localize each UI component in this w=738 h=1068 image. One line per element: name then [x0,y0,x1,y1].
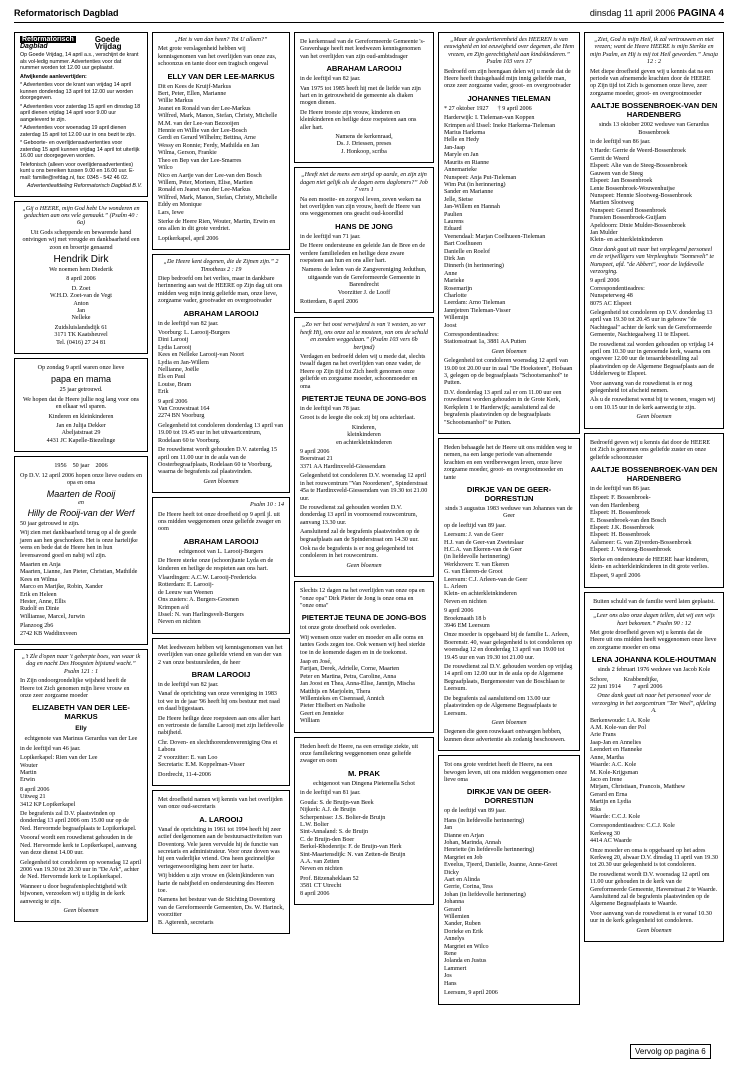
obituary-intro: Met droefheid namen wij kennis van het overlijden van onze oud-secretaris [158,796,283,811]
deceased-age: in de leeftijd van 86 jaar. [590,139,651,146]
column-3 [294,32,434,1062]
obituary-text: Groot is de leegte die ook zij bij ons achterlaat. [300,415,416,422]
page-number: 4 [718,8,724,19]
deceased-age: in de leeftijd van 71 jaar. [300,233,361,240]
obituary-text: Sterke de Heere Rien, Wouter, Martin, Erwin en ons allen in dit grote verdriet. [158,218,276,233]
and-word: en [78,500,84,507]
funeral-info: De rouwdienst zal gehouden worden D.V. donderdag 13 april in voornoemd rouwcentrum, aanvang 13.30 uur. [300,504,418,526]
notice-title: Goede Vrijdag [94,35,122,51]
announcement-text: Uit Gods scheppende en bewarende hand ontvingen wij met vreugde en dankbaarheid een zoon en broertje genaamd [22,229,140,251]
obituary-quote: „'t Zle d'open naar 't geberpte boes, van waar ik dag en nacht Des Hoogsten bijstand wacht.” Psalm 121 : 1 [21,653,141,675]
obituary-elly-siblings [152,32,290,250]
signatories: Chr. Doven- en slechthorendenvereniging Ons et Labora 2' voorzitter: E. van Loo Secretaris: E.M. Koppelman-Visser [158,739,278,769]
obituary-intro: Verdagen en bedroefd delen wij u mede dat, slechts twaalf dagen na het overlijden van onze vader, de Heere op Zijn tijd tot Zich heeft genomen onze geliefde en zorgzame moeder, schoonmoeder en oma [300,354,426,390]
deceased-age: in de leeftijd van 82 jaar. [158,320,219,327]
obituary-intro: Met leedwezen hebben wij kennisgenomen van het overlijden van onze geliefde vriend en van der van 2 van onze bestuursleden, de heer [158,644,283,666]
obituary-address: 9 april 2006 Boerstraat 21 3371 AA Hardinxveld-Giessendam [300,449,386,470]
no-flowers: Geen bloemen [636,414,672,421]
no-flowers: Geen bloemen [491,719,527,726]
funeral-info: De begrafenis zal aansluitend om 13.00 uur plaatsvinden op de Algemene Begraafplaats te Leersum. [444,695,557,717]
funeral-info: De rouwdienst wordt gehouden D.V. zaterdag 15 april om 11.00 uur in de aula van de Oosterbegraafplaats, Rodelaan 60 te Voorburg, waarna de begrafenis zal plaatsvinden. [158,447,278,476]
anniversary-years: 25 jaar getrouwd. [59,387,103,394]
column-5 [584,32,724,1062]
birth-date: 8 april 2006 [66,276,96,283]
obituary-intro: Bedroefd om zijn heengaan delen wij u mede dat de Heere heeft thuisgehaald mijn innig geliefde man, onze zeer zorgzame vader, groot- en overgrootvader [444,68,571,90]
mourners: Elspeet: F. Bossenbroek- van den Hardenberg Elspeet: H. Bossenbroek E. Bossenbroek-van den Bosch Elspeet: J.K. Bossenbroek Elspeet: H. Bossenbroek Aalsmeer: G. van Zijverden-Bossenbroek Elspeet: J. Versteeg-Bossenbroek [590,495,692,554]
notice-intro: Op Goede Vrijdag, 14 april a.s., verschijnt de krant als vol-ledig nummer. Advertenties voor dat nummer worden tot 12.00 uur geplaatst. [20,52,139,71]
obituary-date: Lopikerkapel, april 2006 [158,235,219,242]
obituary-text: tot onze grote droefheid ook overleden. [300,625,397,632]
obituary-text: Sterke en ondersteune de HEERE haar kinderen, klein- en achterkleinkinderen in dit grote verlies. [590,556,709,570]
page-label: PAGINA [677,8,716,19]
obituary-elly-family [14,649,148,922]
deceased-age: in de leeftijd van 82 jaar. [158,682,219,689]
obituary-date: Rotterdam, 8 april 2006 [300,298,359,305]
notice-subtitle: Afwijkende aanlevertijden: [20,73,87,80]
page-header [14,6,724,23]
deceased-name: LENA JOHANNA KOLE-HOUTMAN [591,655,717,665]
obituary-text: Vanaf de oprichting in 1961 tot 1994 heeft hij zeer actief deelgenomen aan de bestuursactiviteiten van Doventorg. Vele jaren vervulde hij de functie van secretaris en administrateur. Voor onze doven was hij een vaderlijke vriend. Ons heen gezinnelijke vertegenwoordiging hem zeer ter harte. [158,826,283,870]
continued-notice[interactable] [630,1044,711,1059]
deceased-name: PIETERTJE TEUNA DE JONG-BOS [301,394,427,404]
deceased-name: ELIZABETH VAN DER LEE-MARKUS [32,703,130,722]
funeral-info: De rouwdienst wordt D.V. woensdag 12 april om 11.00 uur gehouden in de kerk van de Gereformeerde Gemeente, Havenstraat 2 te Waarde. Aansluitend zal de begrafenis plaatsvinden op de Algemene Begraafplaats te Waarde. [590,871,718,908]
mourners: Dit en Kees de Kruijf-Markus Bert, Peter, Ellen, Marianne Willie Markus Jeanet en Ronald van der Lee-Markus Wilfred, Mark, Manon, Stefan, Christy, Michelle M.M. van der Lee-van Bezooijen Hennie en Willie van der Lee-Bosch Gerdi en Gerard Wilhelm; Bettina, Arne Wessy en Ronnie; Ferdy, Mathilda en Jan Wilma, Gerson, Frankie Theo en Bep van der Lee-Smarres Wilco Nico en Aartje van der Lee-van den Bosch Willem, Peter, Morteen, Elise, Martien Ronald en Jeanet van der Lee-Markus Wilfred, Mark, Manon, Stefan, Christy, Michelle Eddy en Monique Lars, Iewe [158,83,278,216]
column-1 [14,32,148,1062]
holiday-notice-ad [14,32,148,197]
obituary-quote: „De Heere kent degenen, die de Zijnen zijn.” 2 Timotheus 2 : 19 [163,259,279,273]
obituary-address: Prof. Bitzenaheklaan 52 3581 CT Utrecht 8 april 2006 [300,875,359,897]
obituary-intro: Tot ons grote verdriet heeft de Heere, na een bewogen leven, uit ons midden weggenomen onze lieve oma [444,762,568,783]
deceased-spouse: sinds 3 augustus 1983 weduwe van Johannes van de Geer [445,505,573,520]
obituary-address: 9 april 2006 Broekmaath 18 b 3946 EM Leersum [444,608,490,630]
notice-line: * Advertenties voor woensdag 19 april dienen zaterdag 15 april tot 12.00 uur in ons bezit te zijn. [20,125,136,138]
obituary-bossenbroek-family [584,32,724,429]
deceased-name: M. PRAK [347,768,381,778]
mourners: Lopikerkapel: Rien van der Lee Wouter Martin Erwin [20,755,98,784]
condolence-info: Gelegenheid tot condoleren op woensdag 12 april 2006 van 19.30 tot 20.30 uur in "De Ark", achter de Ned. Hervormde kerk te Lopikerkapel. [20,859,142,881]
deceased-spouse: echtgenoot van L. Larooij-Burgers [178,548,264,555]
signatories: Namens de kerkenraad, Ds. J. Driessen, preses J. Honkoop, scriba [335,134,393,155]
obituary-quote: „Maar de goedertierenheid des HEEREN is van eeuwigheid en tot eeuwigheid over degenen, die Hem vrezen, en Zijn gerechtigheid aan kindskinderen.” Psalm 103 vers 17 [444,37,574,66]
notice-footer: Advertentieafdeling Reformatorisch Dagblad B.V. [26,183,142,189]
mourners: Harderwijk: I. Tieleman-van Koppen Krimpen a/d IJssel: Ineke Harkema-Tieleman Marius Harkema Helle en Hedy Jan-Jaap Maryle en Jan Maurits en Rianne Annemarieke Nunspeet: Anja Put-Tieleman Wim Put (in herinnering) Sander en Marianne Jelle, Sietse Jan-Willem en Hannah Paulien Laurens Eduard Veenendaal: Marjan Coelhueen-Tieleman Bart Coelhueen Danielle en Roelof Dirk Jan Dinnerh (in herinnering) Anne Marieke Rosemarijn Charlotte Leerdam: Arno Tieleman Jannjetren Tieleman-Visser Willemijn Joost [444,115,556,329]
obituary-larooij-association [152,638,290,786]
obituary-text: De Heere sterke onze (schoon)tante Lyda en de kinderen en heilige de respieten aan ons hart. [158,558,274,572]
obituary-de-jong-bos-grandchildren [294,581,434,733]
no-flowers: Geen bloemen [63,907,99,914]
obituary-intro: De kerkenraad van de Gereformeerde Gemeente 's-Gravenhage heeft met leedwezen kennisgenomen van het overlijden van zijn oud-ambtsdrager [300,39,425,60]
announcement-quote: „Gij o HEERE, mijn God hebt Uw wonderen en gedachten aan ons vele gemaakt.” (Psalm 40 : 6a) [22,205,140,227]
deceased-age: in de leeftijd van 86 jaar. [590,485,651,492]
funeral-info: Aansluitend zal de begrafenis plaatsvinden op de begraafplaats aan de Spinderstraat om 14.30 uur. [300,529,420,543]
column-4 [438,32,580,1062]
obituary-intro: Met grote verslagenheid hebben wij kennisgenomen van het overlijden van onze zus, schoonzus en tante door een tragisch ongeval [158,46,277,68]
obituary-kole [584,592,724,942]
obituary-quote: „Het is van dan heen? Tot U alleen?” [174,37,268,43]
obituary-bossenbroek-siblings [584,433,724,588]
deceased-name: A. LAROOIJ [199,814,243,824]
obituary-intro: De Heere heeft tot onze droefheid op 9 april jl. uit ons midden weggenomen onze geliefde zwager en oom [158,511,281,533]
wedding-intro: Op D.V. 12 april 2006 hopen onze lieve ouders en opa en oma [20,472,142,487]
family-names: D. Zoet W.H.D. Zoet-van de Vegt Anton Jan Nelleke [50,285,112,322]
deceased-age: op de leeftijd van 89 jaar. [444,808,506,815]
obituary-text: Vanaf de oprichting van onze vereniging in 1983 tot we in de jaar '96 heeft hij ons bestuur met raad en daad bijgestaan. [158,691,280,713]
wedding-text: Wij zien met dankbaarheid terug op al de goede jaren aan hen geschonken. Het is onze hartelijke wens en bede dat de Heere hen in hun levensavond goed en nabij wil zijn. [20,530,138,559]
obituary-quote: Psalm 10 : 14 [249,502,284,509]
page-info [590,8,724,19]
deceased-name: ABRAHAM LAROOIJ [326,64,402,74]
deceased-name: ELLY VAN DER LEE-MARKUS [167,71,275,81]
condolence-info: Gelegenheid tot condoleren woensdag 12 april van 19.00 tot 20.00 uur in zaal "De Hoeksteen", Hofsaan 3, gelegen op de begraafplaats "Schootsmanhof" te Putten. [444,358,573,387]
groom-name: Maarten de Rooij [46,489,116,500]
deceased-age: in de leeftijd van 82 jaar. [300,76,361,83]
funeral-info: De rouwdienst zal worden gehouden op vrijdag 14 april om 10.30 uur in genoemde kerk, waarna om ongeveer 12.00 uur de teraardebestelling zal plaatsvinden op de Algemene Begraafplaats aan de Uddelerweg te Elspeet. [590,341,715,378]
correspondence-address: Correspondentieadres: C.C.J. Kole Kerkweg 30 4414 AC Waarde [590,823,675,845]
deceased-name: JOHANNES TIELEMAN [467,93,551,103]
obituary-intro: Diep bedroefd om het verlies, maar in dankbare herinnering aan wat de HEERE op Zijn dag uit ons midden weg mijn innig geliefde man, onze lieve, zorgzame vader, grootvader en overgrootvader [158,275,283,305]
anniversary-wish: We hopen dat de Heere jullie nog lang voor ons en elkaar wil sparen. [22,396,140,411]
funeral-info: De rouwdienst zal D.V. gehouden worden op vrijdag 14 april om 12.00 uur in de aula op de Algemene Begraafplaats, Burgemeester van de Boschlaan te Leersum. [444,664,573,693]
condolence-info: Gelegenheid tot condoleren op D.V. donderdag 13 april van 19.30 tot 20.45 uur in gebouw "de Nachtegaal" achter de kerk van de Gereformeerde Gemeente, Nachtegaalweg 11 te Elspeet. [590,310,713,339]
birth-announcement [14,201,148,355]
notice-line: * Advertenties voor de krant van vrijdag 14 april kunnen donderdag 13 april tot 12.00 uur worden doorgegeven. [20,82,134,101]
obituary-quote: „Heeft niet de mens een strijd op aarde, en zijn zijn dagen niet gelijk als de dagen eens dagloners?” Job 7 vers 1 [300,172,428,194]
child-name: Hendrik Dirk [53,253,109,265]
obituary-quote: „Leer ons alzo onze dagen tellen, dat wij een wijs hart bekomen.” Psalm 90 : 12 [593,613,715,627]
mourners: Voorburg: L. Larooij-Burgers Dini Larooij Lydia Larooij Kees en Nelleke Larooij-van Noort Lydia en Jan-Willem Nellianne, Joëlle Els en Paul Louise, Bram Erik [158,330,244,396]
deceased-age: in de leeftijd van 81 jaar. [300,790,361,797]
obituary-date: Dordrecht, 11-4-2006 [158,771,211,778]
deceased-spouse: sinds 2 februari 1976 weduwe van Jacob Kole [597,667,711,674]
obituary-intro: Bedroefd geven wij u kennis dat door de HEERE tot Zich is genomen ons geliefde zuster en onze geliefde schoonzuster [590,439,711,461]
obituary-address: 9 april 2006 Van Crouwstraat 164 2274 BN Voorburg [158,398,210,420]
mourners: Hans (in liefdevolle herinnering) Jan Dianne en Arjan Johan, Marinda, Annah Henriette (in liefdevolle herinnering) Margriet en Job Eveelus, Tjeerd, Danielle, Joanne, Anne-Greet Dicky Aart en Alinda Gerrie, Corina, Tess Johan (in liefdevolle herinnering) Johanna Gerard Willemien Xander, Ruben Dorieke en Erik Annelys Margriet en Wilco Rene Jolanda en Justus Lammert Jos Hans [444,817,558,987]
mourners: Leersum: J. van de Geer H.J. van de Geer-van Zweteslaar H.C.A. van Ekeren-van de Geer (in liefdevolle herinnering) Werkhoven: T. van Ekeren G. van Ekeren-de Groot Leersum: C.J. Arleen-van de Geer L. Arleen Klein- en achterkleinkinderen Neven en nichten [444,532,528,605]
deceased-name: PIETERTJE TEUNA DE JONG-BOS [301,613,427,623]
obituary-intro: Heden behaagde het de Heere uit ons midden weg te nemen, na een lange periode van afnemende krachten en een verdbevwegen leven, onze lieve zorgzame moeder, groot- en overgrootmoeder en tante [444,444,573,481]
obituary-van-de-geer-family [438,438,580,751]
wedding-years: 1956 50 jaar 2006 [54,463,108,470]
obituary-intro: Na een moeite- en zorgvol leven, zeven weken na het overlijden van zijn vrouw, heeft de Heere van ons weggenomen ons geacht oud-koordlid [300,196,422,218]
correspondence-address: Correspondentieadres: Stationsstraat 1a, 3881 AA Putten [444,332,527,346]
obituary-text: Wij wensen onze vader en moeder en alle ooms en tantes Gods zegen toe. Ook wensen wij heel sterkte toe in de komende dagen en in de toekomst. [300,634,426,656]
attendance-info: Als u de rouwdienst wenst bij te wonen, vragen wij u om 10.15 uur in de kerk aanwezig te zijn. [590,397,716,411]
no-flowers: Geen bloemen [636,927,672,934]
condolence-info: Onze moeder en oma is opgebaard op het adres Kerkweg 20, alwaar D.V. dinsdag 11 april van 19.30 tot 20.30 uur gelegenheid is tot condoleren. [590,847,718,869]
obituary-intro: Met grote droefheid geven wij u kennis dat de Heere uit ons midden heeft weggenomen onze lieve en zorgzame moeder en oma [590,630,717,651]
deceased-age: op de leeftijd van 89 jaar. [444,522,506,529]
funeral-info: Voooraf wordt een rouwdienst gehouden in de Ned. Hervormde kerk te Lopikerkapel, aanvang van deze dienst 14.00 uur. [20,835,137,857]
column-2 [152,32,290,1062]
thanks-text: Onze dank gaat uit naar het verplegend personeel en de vrijwilligers van Verpleeghuis "Sonnevelt" te Nunspeet, afd. "de Abbert", voor de liefdevolle verzorging. [590,246,714,275]
placement-note: Buiten schuld van de familie werd laten geplaatst. [593,598,715,605]
deceased-name: HANS DE JONG [335,221,393,231]
obituary-de-jong-choir [294,167,434,313]
attendance-info: Wanneer u door begrafenisplechtigheid wilt bijwonen, verzoeken wij u tijdig in de kerk aanwezig te zijn. [20,883,127,905]
deceased-spouse: sinds 13 oktober 2002 weduwe van Gerardus Bossenbroek [598,122,709,136]
obituary-larooij-foundation [152,790,290,934]
wedding-years-text: 50 jaar getrouwd te zijn. [20,520,80,527]
mourners: Jaap en José, Farijan, Derek, Adrielle, Corne, Maarten Peter en Martina, Petra, Caroline, Anna Jan Joost en Thea, Anna-Elise, Jannijn, Mischa Matthijs en Marjolein, Thera Willemiekes en Cisenraad, Annich Pieter Hielbert en Natholie Geert en Jennieke William [300,659,415,725]
anniversary-signature: Kinderen en kleinkinderen [48,413,114,420]
no-flowers: Geen bloemen [346,562,382,569]
thanks-text: Onze dank gaat uit naar het personeel voor de verzorging in het zorgcentrum "Ter Weel", afdeling A. [591,693,717,715]
obituary-text: Wij bidden u zijn vrouw en (klein)kinderen van harte de nabijheid en ondersteuning des Heeren toe. [158,873,275,894]
deceased-name: DIRKJE VAN DE GEER-DORRESTIJN [466,787,552,806]
wedding-address: Planzoog 2b6 2742 KB Waddinxveen [20,623,77,637]
no-flowers: Geen bloemen [491,348,527,355]
obituary-intro: Slechts 12 dagen na het overlijden van onze opa en "onze opa" Dirk Pieter de Jong is onze oma en "onze oma" [300,588,425,609]
obituary-intro: In Zijn ondoorgrondelijke wijsheid heeft de Heere tot Zich genomen mijn lieve vrouw en onze zeer zorgzame moeder [20,678,130,699]
obituary-text: Van 1975 tot 1985 heeft hij met de liefde van zijn hart en in getrouwheid de gemeente als diaken mogen dienen. [300,85,421,107]
signatories: Namens de leden van de Zangvereniging Jeduthun, uitgaande van de Gereformeerde Gemeente in Barendrecht Voorzitter J. de Looff [301,267,427,296]
obituary-quote: „Ziet, God is mijn Heil, ik zal vertrouwen en niet vrezen; want de Heere HEERE is mijn Sterkte en mijn Psalm, en Hij is mij tot Heil geworden.” Jesaja 12 : 2 [590,37,718,66]
bride-name: Hilly de Rooij-van der Werf [27,507,135,518]
child-nickname: We noemen hem Diederik [49,266,113,273]
wedding-kids: Maarten en Anja Maarten, Lianne, Jan Pieter, Christian, Mathilde Kees en Wilma Marco en Marijke, Robin, Xander Erik en Heleen Hester, Anne, Ellis Rudolf en Dinie Williamse, Marcel, Jurwin [20,561,138,620]
deceased-spouse: echtgenoot van Dingena Pietemella Schot [313,780,415,787]
obituary-larooij-church [294,32,434,163]
deceased-name: BRAM LAROOIJ [191,670,251,680]
deceased-age: in de leeftijd van 46 jaar. [20,745,81,752]
mourners: Berkenwoude: I.A. Kole A.M. Kole-van der Pol Arie Frans Jaap-Jan en Annelies Leendert en Hanneke Anne, Martha Waarde: A.C. Kole M. Kole-Krijgsman Jaco en Irene Mirjam, Christiaan, Francois, Matthew Gerard en Erna Martijn en Lydia Riks Waarde: C.C.J. Kole [590,717,686,820]
obituary-van-de-geer-grandchildren [438,755,580,1004]
deceased-spouse: echtgenote van Marinus Gerardus van der Lee [24,736,138,743]
notice-contact: Telefonisch (alleen voor overlijdensadvertenties) kunt u ons bereiken tussen 9.00 en 16.00 uur. E-mail: familie@refdag.nl, fax: 0345 - 542 46 02. [20,161,135,181]
condolence-info: Onze moeder is opgebaard bij de familie L. Arleen, Boerenstr. 40, waar gelegenheid is tot condoleren op woensdag 12 en donderdag 13 april van 19.00 tot 19.45 uur en van 19.30 tot 21.00 uur. [444,632,573,661]
obituary-text: Degenen die geen rouwkaart ontvangen hebben, kunnen deze advertentie als zodanig beschouwen. [444,729,566,743]
divider [590,609,718,610]
funeral-info: D.V. donderdag 13 april zal er om 11.00 uur een rouwdienst worden gehouden in de Grote Kerk, Kerkplein 1 te Harderwijk; aansluitend zal de begrafenis plaatsvinden op de begraafplaats "Schootsmanhof" te Putten. [444,389,562,426]
deceased-age: in de leeftijd van 78 jaar. [300,406,361,413]
farewell-info: Voor aanvang van de rouwdienst is er nog gelegenheid tot afscheid nemen. [590,380,693,395]
deceased-name: AALTJE BOSSENBROEK-VAN DEN HARDENBERG [590,464,718,483]
issue-date: dinsdag 11 april 2006 [589,8,676,18]
obituary-larooij-inlaws [152,497,290,634]
mourners: Gouda: S. de Bruijn-van Beek Nijkerk: A.J. de Bruijn Scherpenisse: J.S. Bolier-de Bruijn L.W. Bolier Sint-Annaland: S. de Bruijn C. de Bruijn-den Boer Berkel-Rhodenrijs: F. de Bruijn-van Herk Sint-Maartensdijk: N. van Zetten-de Bruijn A.A. van Zetten Neven en nichten [300,799,406,873]
notice-line: * Advertenties voor zaterdag 15 april en dinsdag 18 april dienen vrijdag 14 april voor 9.00 uur aangeleverd te zijn. [20,103,141,123]
paper-name: Reformatorisch Dagblad [14,8,119,18]
mourners: Vlaardingen: A.C.W. Larooij-Fredericks Rotterdam: E. Larooij- de Leeuw van Weenen Ons zusters: A. Burgers-Groenen Krimpen a/d IJssel: N. van Harlingsvelt-Burgers Neven en nichten [158,574,257,626]
condolence-info: Ook na de begrafenis is er nog gelegenheid tot condoleren in het rouwcentrum. [300,545,414,560]
correspondence-address: 9 april 2006 Correspondentieadres: Nunspeterweg 48 8075 AC Elspeet [590,278,645,307]
obituary-date: 8 april 2006 Uitweg 21 3412 KP Lopikerkapel [20,786,76,808]
condolence-info: Voor aanvang van de rouwdienst is er vanaf 10.30 uur in de kerk gelegenheid tot condoleren. [590,910,712,925]
mourners: 't Harde: Gerrie de Weerd-Bossenbroek Gerrit de Weerd Elspeet: Alie van de Steeg-Bossenbroek Gauwen van de Steeg Elspeet: Jan Bossenbroek Lenie Bossenbroek-Wouwenhuijse Nunspeet: Hennie Slootweg-Bossenbroek Martien Slootweg Nunspeet: Gerard Bossenbroek Fransien Bossenbroek-Guijlam Apeldoorn: Dinie Mulder-Bossenbroek Jan Mulder Klein- en achterkleinkinderen [590,148,692,244]
signatories: Namens het bestuur van de Stichting Doventorg van de Gereformeerde Gemeenten, Ds. W. Harinck, voorzitter B. Agterenh, secretaris [158,897,284,926]
obituary-intro: Heden heeft de Heere, na een ernstige ziekte, uit onze familiekring weggenomen onze geliefde zwager en oom [300,743,419,765]
mourners: Kinderen, kleinkinderen en achterkleinkinderen [336,424,392,446]
family-address: Zuidsluislandsdijk 61 3171 TK Kaatsheuvel Tel. (0416) 27 24 81 [54,324,108,346]
obituary-tieleman [438,32,580,434]
obituary-text: De Heere troeste zijn vrouw, kinderen en kleinkinderen en heilige deze roepsteen aan ons aller hart. [300,109,417,131]
life-dates: * 27 oktober 1927 † 9 april 2006 [444,105,532,112]
deceased-name: ABRAHAM LAROOIJ [183,308,259,318]
no-flowers: Geen bloemen [203,478,239,485]
notice-line: * Geboorte- en overlijdensadvertenties voor zaterdag 15 april kunnen vrijdag 14 april tot uiterlijk 16.00 uur doorgegeven worden. [20,140,140,159]
deceased-nickname: Elly [75,725,87,733]
funeral-info: De begrafenis zal D.V. plaatsvinden op donderdag 13 april 2006 om 15.00 uur op de Ned. Hervormde begraafplaats te Lopikerkapel. [20,811,137,832]
anniversary-names: papa en mama [50,374,112,385]
deceased-name: DIRKJE VAN DE GEER-DORRESTIJN [466,484,552,503]
anniversary-address: Jan en Julija Dekker Abeljatstraat 29 4431 JC Kapelle-Biezelinge [46,423,116,444]
condolence-info: Gelegenheid tot condoleren D.V. woensdag 12 april in het rouwcentrum "Van Noordenen", Spinderstraat 45a te Hardinxveld-Giessendam van 19.30 tot 21.00 uur. [300,473,428,502]
deceased-name: AALTJE BOSSENBROEK-VAN DEN HARDENBERG [590,101,718,120]
obituary-prak [294,737,434,905]
newspaper-logo: Reformatorisch Dagblad [20,36,74,50]
continued-link[interactable]: Vervolg op pagina 6 [630,1044,711,1059]
obituary-date: Leersum, 9 april 2006 [444,990,498,997]
anniversary-announcement [14,358,148,452]
obituary-quote: „Zo ver het oost verwijderd is van 't westen, zo ver heeft Hij, ons onze zal te mosteen, van ons de schuld en zonden weggedaan.” (Psalm 103 vers 6b berijmd) [300,322,428,351]
condolence-info: Gelegenheid tot condoleren donderdag 13 april van 19.00 tot 19.45 uur in het uitvaartcentrum, Rodelaan 60 te Voorburg. [158,422,284,444]
obituary-larooij-family [152,254,290,493]
obituary-intro: Met diepe droefheid geven wij u kennis dat na een periode van afnemende krachten door de HEERE op Zijn tijd tot Zich is genomen onze lieve, zeer zorgzame moeder, groot- en overgrootmoeder [590,68,714,97]
life-dates: Schore, Krabbendijke, 22 juni 1914 7 april 2006 [590,676,663,691]
obituary-text: De Heere heilige deze roepsteen aan ons aller hart en vertroeste de familie Larooij met zijn liefdevolle nabijheid. [158,715,284,737]
obituary-date: Elspeet, 9 april 2006 [590,573,641,580]
deceased-name: ABRAHAM LAROOIJ [183,536,259,546]
golden-wedding-announcement [14,456,148,645]
obituary-de-jong-bos-family [294,317,434,577]
obituary-text: De Heere ondersteune en geleide Jan de Bree en de verdere familieleden en heilige deze zware roepsteen aan hun en ons aller hart. [300,243,426,264]
anniversary-intro: Op zondag 9 april waren onze lieve [37,365,125,371]
